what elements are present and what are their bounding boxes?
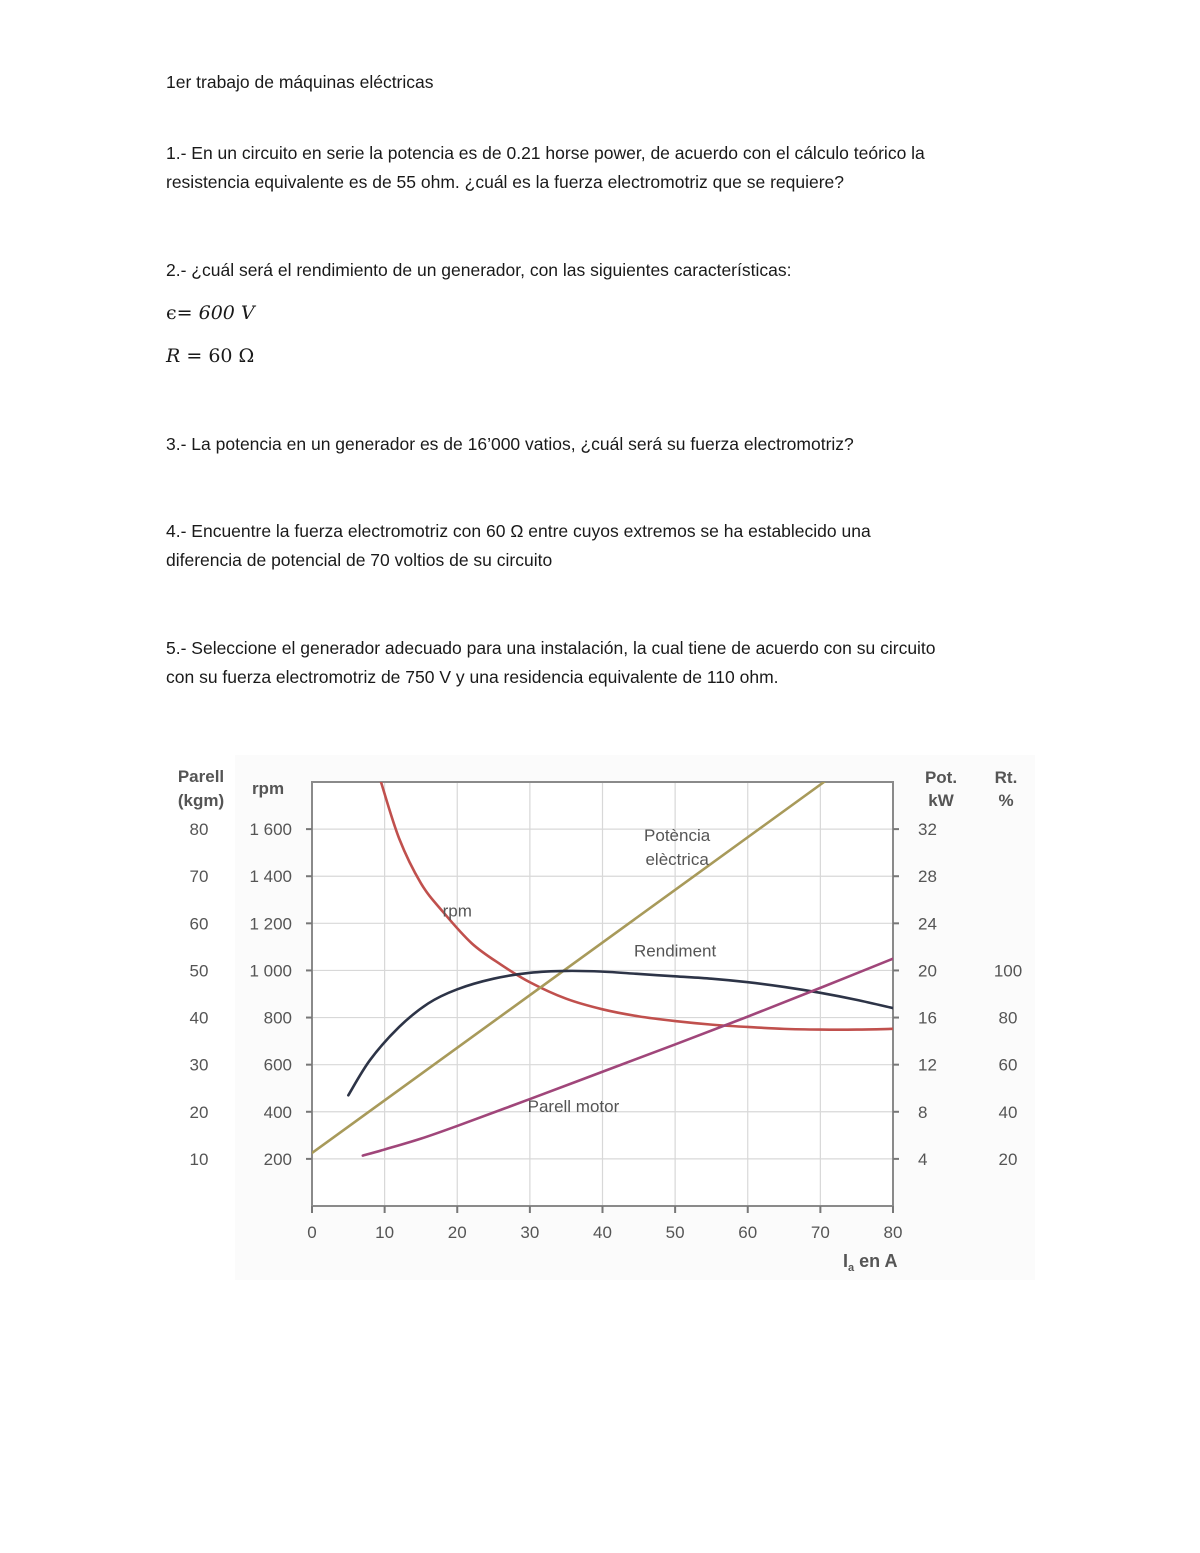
emf-value: = 600 V xyxy=(176,302,255,324)
x-tick-label: 60 xyxy=(738,1223,758,1242)
x-axis-label: $I_a$ en A xyxy=(843,1251,898,1274)
rpm-axis-title: rpm xyxy=(251,779,285,798)
question-2-emf-equation xyxy=(166,302,255,324)
x-tick-label: 20 xyxy=(447,1223,467,1242)
emf-symbol: ϵ xyxy=(166,302,177,324)
rt-axis-title: Rt. xyxy=(994,768,1018,787)
series-label-pot-ncia-el-ctrica: Potència xyxy=(644,825,711,845)
parell-tick-label: 20 xyxy=(189,1102,209,1122)
question-4-line-2: diferencia de potencial de 70 voltios de su circuito xyxy=(166,550,553,570)
series-label-rpm: rpm xyxy=(442,901,472,921)
pot-tick-label: 4 xyxy=(918,1149,928,1169)
rpm-tick-label: 1 600 xyxy=(249,820,292,840)
question-1-line-2: resistencia equivalente es de 55 ohm. ¿cuál es la fuerza electromotriz que se requiere? xyxy=(166,172,845,192)
parell-tick-label: 40 xyxy=(189,1008,209,1028)
rt-tick-label: 40 xyxy=(998,1102,1018,1122)
rpm-tick-label: 800 xyxy=(263,1008,292,1028)
pot-tick-label: 20 xyxy=(918,961,937,981)
x-tick-label: 0 xyxy=(307,1223,317,1242)
series-label-rendiment: Rendiment xyxy=(634,941,717,961)
pot-tick-label: 24 xyxy=(918,914,937,934)
x-tick-label: 70 xyxy=(810,1223,830,1242)
rpm-tick-label: 400 xyxy=(263,1102,292,1122)
rt-axis-unit: % xyxy=(998,791,1014,810)
pot-tick-label: 32 xyxy=(918,820,937,840)
pot-tick-label: 8 xyxy=(918,1102,928,1122)
resistance-value: = 60 Ω xyxy=(186,345,255,367)
question-1-line-1: 1.- En un circuito en serie la potencia es de 0.21 horse power, de acuerdo con el cálculo teórico la xyxy=(166,143,925,163)
rt-tick-label: 20 xyxy=(998,1149,1018,1169)
parell-tick-label: 70 xyxy=(189,867,209,887)
question-3-line-1: 3.- La potencia en un generador es de 16’000 vatios, ¿cuál será su fuerza electromotriz? xyxy=(166,434,854,454)
motor-characteristics-chart xyxy=(160,755,1040,1285)
parell-axis-title: Parell xyxy=(177,767,225,786)
rpm-tick-label: 600 xyxy=(263,1055,292,1075)
document-title: 1er trabajo de máquinas eléctricas xyxy=(166,72,434,92)
resistance-symbol: R xyxy=(166,345,181,367)
chart-grid xyxy=(235,755,1035,1280)
question-4-line-1: 4.- Encuentre la fuerza electromotriz con 60 Ω entre cuyos extremos se ha establecido una xyxy=(166,521,871,541)
rpm-tick-label: 1 000 xyxy=(249,961,292,981)
pot-tick-label: 16 xyxy=(918,1008,937,1028)
question-5-line-2: con su fuerza electromotriz de 750 V y una residencia equivalente de 110 ohm. xyxy=(166,667,779,687)
x-tick-label: 30 xyxy=(520,1223,540,1242)
x-tick-label: 50 xyxy=(665,1223,685,1242)
x-tick-label: 40 xyxy=(593,1223,612,1242)
rt-tick-label: 80 xyxy=(998,1008,1018,1028)
parell-tick-label: 80 xyxy=(189,820,209,840)
parell-tick-label: 50 xyxy=(189,961,209,981)
rt-tick-label: 60 xyxy=(998,1055,1018,1075)
question-2-resistance-equation xyxy=(166,345,254,367)
question-5-line-1: 5.- Seleccione el generador adecuado para una instalación, la cual tiene de acuerdo con su circuito xyxy=(166,638,936,658)
pot-axis-unit: kW xyxy=(928,791,954,810)
rpm-tick-label: 1 400 xyxy=(249,867,292,887)
rpm-tick-label: 200 xyxy=(263,1149,292,1169)
pot-tick-label: 12 xyxy=(918,1055,937,1075)
rpm-tick-label: 1 200 xyxy=(249,914,292,934)
x-tick-label: 80 xyxy=(883,1223,903,1242)
pot-axis-title: Pot. xyxy=(924,768,958,787)
x-tick-label: 10 xyxy=(375,1223,395,1242)
pot-tick-label: 28 xyxy=(918,867,937,887)
parell-tick-label: 10 xyxy=(189,1149,209,1169)
parell-tick-label: 30 xyxy=(189,1055,209,1075)
series-label-parell-motor: Parell motor xyxy=(527,1096,620,1116)
parell-tick-label: 60 xyxy=(189,914,209,934)
question-2-line-1: 2.- ¿cuál será el rendimiento de un generador, con las siguientes características: xyxy=(166,260,792,280)
series-label-pot-ncia-el-ctrica: elèctrica xyxy=(645,849,709,869)
parell-axis-unit: (kgm) xyxy=(177,791,225,810)
rt-tick-label: 100 xyxy=(993,961,1023,981)
